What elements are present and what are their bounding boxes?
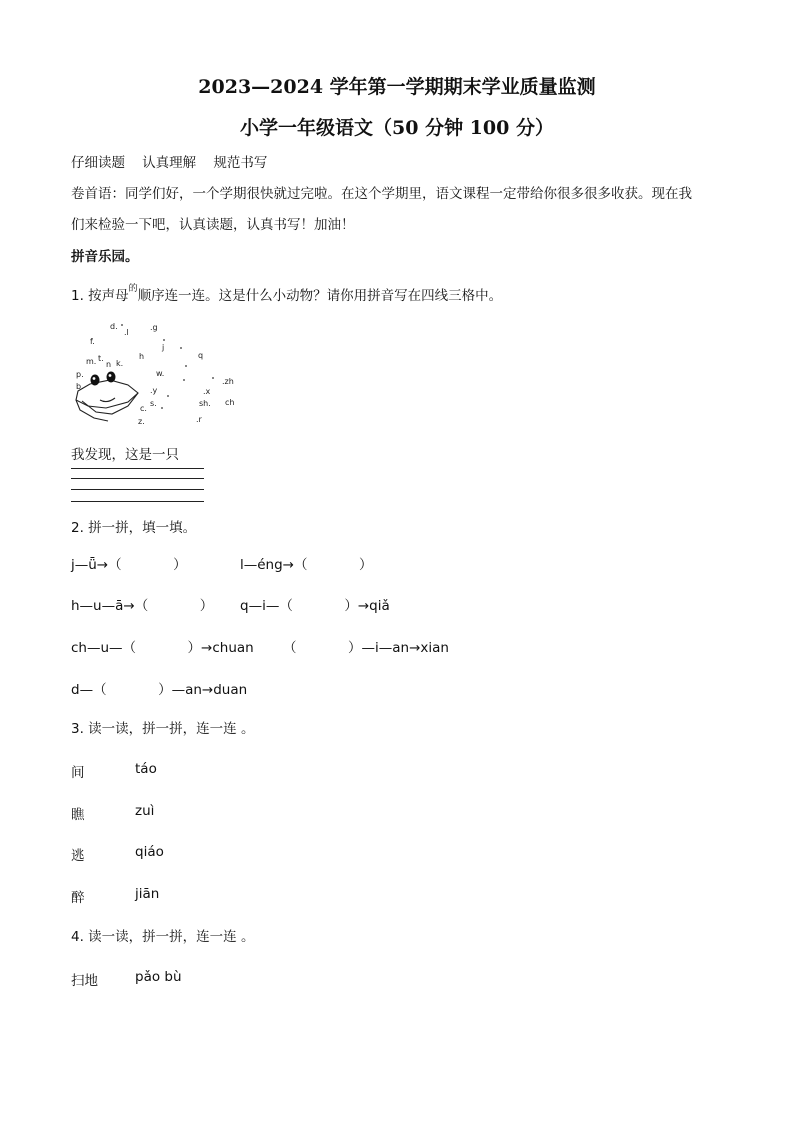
- q2-title: 2. 拼一拼，填一填。: [71, 520, 197, 536]
- puzzle-letter: ch: [225, 398, 235, 407]
- q3-pinyin: táo: [135, 761, 157, 777]
- q1-text-before: 1. 按声母: [71, 288, 129, 304]
- motto: 仔细读题 认真理解 规范书写: [71, 155, 268, 171]
- q2-item: q—i—（ ）→qiǎ: [240, 598, 390, 614]
- writing-line: [71, 501, 204, 502]
- q1-superscript: 的: [128, 283, 138, 294]
- puzzle-letter: .x: [203, 387, 211, 396]
- puzzle-letter: w.: [156, 369, 165, 378]
- puzzle-letter: p.: [76, 370, 84, 379]
- puzzle-letter: k.: [116, 359, 124, 368]
- puzzle-letter: c.: [140, 404, 147, 413]
- puzzle-letter: .l: [124, 328, 129, 337]
- q2-item: h—u—ā→（ ）: [71, 598, 214, 614]
- puzzle-letter: j: [162, 343, 165, 352]
- puzzle-letter: .y: [150, 386, 158, 395]
- exam-subtitle: 小学一年级语文（50 分钟 100 分）: [240, 117, 554, 139]
- puzzle-letter: d.: [110, 322, 118, 331]
- q3-pinyin: zuì: [135, 803, 155, 819]
- puzzle-letter: q: [198, 351, 204, 360]
- puzzle-letter: z.: [138, 417, 145, 426]
- writing-line: [71, 489, 204, 490]
- preface-line-2: 们来检验一下吧，认真读题，认真书写！加油！: [71, 217, 355, 233]
- q1-prompt: [71, 284, 502, 304]
- q3-hanzi: 醉: [71, 890, 85, 906]
- section-title: 拼音乐园。: [71, 249, 139, 265]
- puzzle-letter: t.: [98, 354, 104, 363]
- puzzle-letter: sh.: [199, 399, 211, 408]
- puzzle-letter: .r: [196, 415, 202, 424]
- q2-item: j—ǖ→（ ）: [71, 557, 187, 573]
- puzzle-letter: b.: [76, 382, 84, 391]
- puzzle-letter: m.: [86, 357, 97, 366]
- dot-puzzle: [66, 318, 246, 430]
- q4-pinyin: pǎo bù: [135, 969, 182, 985]
- writing-line: [71, 478, 204, 479]
- hedgehog-drawing: [66, 318, 246, 430]
- q4-title: 4. 读一读，拼一拼，连一连 。: [71, 929, 255, 945]
- q3-hanzi: 瞧: [71, 807, 85, 823]
- q3-pinyin: qiáo: [135, 844, 164, 860]
- q2-item: d—（ ）—an→duan: [71, 682, 248, 698]
- preface-line-1: 卷首语：同学们好，一个学期很快就过完啦。在这个学期里，语文课程一定带给你很多很多收获。现在我: [71, 186, 692, 202]
- q4-hanzi: 扫地: [71, 973, 98, 989]
- puzzle-letter: f.: [90, 337, 95, 346]
- q2-item: ch—u—（ ）→chuan: [71, 640, 254, 656]
- q3-hanzi: 逃: [71, 848, 85, 864]
- q1-answer-prompt: 我发现，这是一只: [71, 447, 179, 463]
- writing-line: [71, 468, 204, 469]
- q2-item: l—éng→（ ）: [240, 557, 373, 573]
- puzzle-letter: s.: [150, 399, 157, 408]
- exam-title: 2023—2024 学年第一学期期末学业质量监测: [198, 76, 596, 98]
- q3-hanzi: 间: [71, 765, 85, 781]
- puzzle-letter: n: [106, 360, 112, 369]
- q2-item: （ ）—i—an→xian: [283, 640, 449, 656]
- q1-text-after: 顺序连一连。这是什么小动物？请你用拼音写在四线三格中。: [137, 288, 503, 304]
- puzzle-letter: h: [139, 352, 145, 361]
- q3-title: 3. 读一读，拼一拼，连一连 。: [71, 721, 255, 737]
- puzzle-letter: .zh: [222, 377, 234, 386]
- puzzle-letter: .g: [150, 323, 158, 332]
- q3-pinyin: jiān: [135, 886, 160, 902]
